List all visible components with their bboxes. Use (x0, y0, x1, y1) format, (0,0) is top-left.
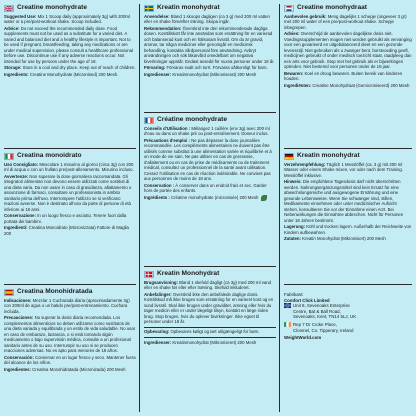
germany-flag-icon (284, 153, 294, 160)
storage-text: Lagerung: Kühl und trocken lagern. Außerhalb der Reichweite von Kindern aufbewahren. (284, 224, 412, 235)
france-flag-icon (144, 117, 154, 124)
section-title: Creatina Monohidratada (17, 288, 93, 295)
advice-text: Precauciones: No superar la dosis diaria recomendada. Los complementos alimenticios no deben utilizarse como sustitutos de una dieta variada y equilibrada y un estilo de vida saludable. No usar en caso de embarazo, lactancia, o si está tomando algún medicamento o bajo supervisión médica, consulte a un profesional sanitario antes de su uso. Interrumpir su uso si se producen reacciones adversas. No es apto para menores de 18 años. (4, 315, 136, 353)
section-english (4, 4, 136, 78)
section-divider (144, 112, 276, 113)
usage-text: Indicaciones: Mezclar 1 Cucharada diaria (aproximadamente 3g) con 200ml de agua o un batido pre/post-entrenamiento. Cuchara incluida. (4, 297, 130, 314)
section-divider (284, 284, 412, 285)
address-line: Clonmel, Co. Tipperary, Ireland (293, 327, 354, 333)
manufacturer-heading: Fabrikant: (284, 292, 304, 297)
section-divider (144, 266, 276, 267)
ingredients-text: Ingrédients : Créatine monohydrate (micronisée) 200 Mesh (144, 195, 276, 201)
uk-flag-icon (284, 303, 291, 308)
section-title: Kreatin monohydrat (297, 152, 360, 159)
section-header (4, 4, 136, 12)
section-divider (4, 284, 136, 285)
usage-text: Aanbevolen gebruik: Meng dagelijks 1 schepje (ongeveer 3 gr) met 200 ml water of een pre/post-workout shake. Schepje inbegrepen. (284, 13, 407, 30)
section-divider (4, 148, 136, 149)
section-header (4, 152, 136, 160)
ingredients-text: Ingredienser: Kreatinmonohydrat (Mikroniseret) 200 Mesh (144, 339, 257, 345)
manufacturer-info (284, 292, 412, 341)
usage-text: Anvendelse: Bland 1 skoops dagligen (ca 3 g) med 200 ml vatten eller en shake före/efter träning. Skopa ingår. (144, 13, 270, 24)
advice-text: Hinweis: Die empfohlene Tagesdosis darf nicht überschritten werden. Nahrungsergänzungsmittel sind kein Ersatz für eine abwechslungsreiche und ausgewogene Ernährung und eine gesunde Lebensweise. Wenn Sie schwanger sind, stillen, Medikamente einnehmen oder unter medizinischer Aufsicht stehen, konsultieren Sie vor der Einnahme einen Arzt. Bei Nebenwirkungen die Einnahme abbrechen. Nicht für Personen unter 18 Jahren bestimmt. (284, 179, 404, 223)
section-title: Créatine monohydrate (157, 116, 227, 123)
section-dutch (284, 4, 412, 89)
usage-text: Conseils d'Utilisation : Mélangez 1 cuillère (env 3g) avec 200 ml d'eau ou dans un shake pré ou post-entraînement. Doseur inclus. (144, 125, 270, 136)
usage-text: Brugsanvisning: Bland 1 skefuld dagligt (ca 3g) med 200 ml vand eller en shake før eller efter træning. Skefuld inkluderet. (144, 279, 272, 290)
section-spanish (4, 288, 136, 373)
advice-text: Précautions d'emploi : Ne pas dépasser la dose journalière recommandée. Les compléments alimentaires ne doivent pas être utilisés comme substitut à une alimentation variée et équilibrée et à un mode de vie sain. Ne pas utiliser en cas de grossesse, d'allaitement ou en cas de prise de médicaments ou de traitement médical, consultez un professionnel de la santé avant utilisation. Cessez l'utilisation en cas de réaction indésirable. Ne convient pas aux personnes de moins de 18 ans. (144, 137, 272, 181)
usage-text: Suggested Use: Mix 1 Scoop daily (approximately 3g) with 200ml water or a pre/post-workout shake. Scoop included. (4, 13, 130, 24)
storage-text: Conservazione: In un luogo fresco e asciutto. Tenere fuori dalla portata dei bambini. (4, 213, 127, 224)
ingredients-text: Ingrediënten: Creatine Monohydraat (Gemicroniseerd) 200 Mesh (284, 82, 410, 88)
storage-text: Storage: Store in a cool and dry place. Keep out of reach of children. (4, 65, 136, 70)
address-line: Sevenoaks, Kent, TN14 5LJ, UK (293, 314, 357, 320)
section-divider (144, 337, 276, 338)
column-divider (139, 4, 140, 412)
netherlands-flag-icon (284, 5, 294, 12)
address-line: Centre, Bat & Ball Road, (293, 308, 341, 314)
storage-text: Conservación: Conservar en un lugar fresco y seco. Mantener fuera del alcance de los niños. (4, 354, 136, 365)
section-italian (4, 152, 136, 237)
denmark-flag-icon (144, 271, 154, 278)
advice-text: Avvertenze: Non superare la dose giornaliera raccomandata. Gli integratori alimentari non devono essere utilizzati come sostituti di una dieta varia. Da non usare in caso di gravidanza, allattamento o assunzione di farmaci, consultare un professionista in ambito sanitario prima dell'uso. Interrompere l'utilizzo se si verificano reazioni avverse. Non è destinato all'uso da parte di persone di età inferiore ai 18 anni. (4, 173, 132, 212)
storage-text: Conservation : À conserver dans un endroit frais et sec. Garder hors de portée des enfants. (144, 182, 267, 193)
section-title: Kreatin Monohydrat (157, 270, 220, 277)
advice-text: Rekommendation: Överskrid inte den rekommenderade dagliga dosen. Kosttillskott får inte användas som ersättning för en varierad och balanserad kost och en hälsosam livsstil. Om du är gravid, ammar, tar några mediciner eller genomgår en medicinsk behandling, kontakta vårdpersonal före användning. Avbryt användningen och sök läkarvård omedelbart om negativa biverkningar uppstår. Endast avsedd för vuxna personer under 18 år. (144, 25, 275, 64)
section-title: Creatine monohydraat (297, 4, 367, 11)
column-divider (279, 4, 280, 412)
section-title: Creatina monoidrato (17, 152, 82, 159)
ingredients-text: Ingredients: Creatine Monohydrate (Micronised) 200 Mesh. (4, 71, 119, 77)
address-line: Unit 8, Sevenoaks Enterprise (293, 303, 350, 309)
sweden-flag-icon (144, 5, 154, 12)
spain-flag-icon (4, 289, 14, 296)
section-title: Kreatin monohydrat (157, 4, 220, 11)
ingredients-text: Ingredienser: Kreatinmonohydrat (Mikroniserat) 200 Mesh (144, 71, 257, 77)
address-line: Rep 7 Dr Croke Place, (293, 321, 337, 327)
section-header (144, 270, 276, 278)
storage-text: Förvaring: Förvaras svalt och torrt. Förvaras oåtkomligt för barn. (144, 65, 268, 70)
ingredients-text: Ingredientes: Creatina Monohidratada (Micronizada) 200 Mesh (4, 366, 126, 372)
section-header (144, 116, 276, 124)
uk-flag-icon (4, 5, 14, 12)
ireland-flag-icon (284, 322, 291, 327)
section-header (144, 4, 276, 12)
advice-text: Advies: Overschrijd de aanbevolen dagelijkse dosis niet. Voedingssupplementen mogen niet worden gebruikt als vervanging voor een gevarieerd en uitgebalanceerd dieet en een gezonde levensstijl. Niet gebruiken als u zwanger bent, borstvoeding geeft, medicijnen gebruikt of onder medisch toezicht staat, raadpleeg dan een arts voor gebruik. Stop met het gebruik als er bijwerkingen optreden. Niet bestemd voor personen onder de 18 jaar. (284, 31, 412, 69)
section-header (4, 288, 136, 296)
storage-text: Bewaren: Koel en droog bewaren. Buiten bereik van kinderen houden. (284, 70, 403, 81)
triman-recycling-icon (261, 195, 267, 201)
italy-flag-icon (4, 153, 14, 160)
ingredients-text: Zutaten: Kreatin Monohydrat (Mikronisiert) 200 Mesh (284, 236, 386, 241)
usage-text: Verzehrempfehlung: Täglich 1 Messlöffel (ca. 3 g) mit 200 ml Wasser oder einem Shake mixen, vor oder nach dem Training. Messlöffel inklusive. (284, 161, 404, 178)
section-french (144, 116, 276, 202)
advice-text: Advice: Do not exceed the recommended daily dose. Food supplements must not be used as a substitute for a varied diet. A varied and balanced diet and a healthy lifestyle is important. Not to be used if pregnant, breastfeeding, taking any medications or are under medical supervision, please consult a healthcare professional before use. Discontinue use if any adverse reactions occur. Not intended for use by persons under the age of 18. (4, 25, 133, 64)
advice-text: Anbefalinger: Overskrid ikke den anbefalede daglige dosis. Kosttilskud må ikke bruges som erstatning for en varieret kost og en sund livsstil. Skal ikke bruges under graviditet, amning eller hvis du tager medicin eller er under lægeligt tilsyn, kontakt en læge inden brug. Stop brugen, hvis du oplever bivirkninger. Ikke egnet til personer under 18 år. (144, 291, 274, 324)
usage-text: Uso Consigliato: Mescolare 1 misurino al giorno (circa 3g) con 200 ml di acqua o con un frullato pre/post-allenamento. Misurino incluso. (4, 161, 134, 172)
section-divider (144, 327, 276, 328)
section-header (284, 152, 412, 160)
company-name: Comfort Click Limited (284, 297, 330, 303)
storage-text: Opbevaring: Opbevares køligt og tørt utilgængeligt for børn. (144, 329, 260, 335)
section-divider (284, 148, 412, 149)
section-title: Creatine monohydrate (17, 4, 87, 11)
section-german (284, 152, 412, 243)
section-swedish (144, 4, 276, 78)
ingredients-text: Ingredienti: Creatina Monoidrato (Micronizzata) Fattore di Maglia 200 (4, 225, 129, 236)
section-danish (144, 270, 276, 346)
website-link[interactable]: WeightWorld.com (284, 335, 322, 341)
section-header (284, 4, 412, 12)
